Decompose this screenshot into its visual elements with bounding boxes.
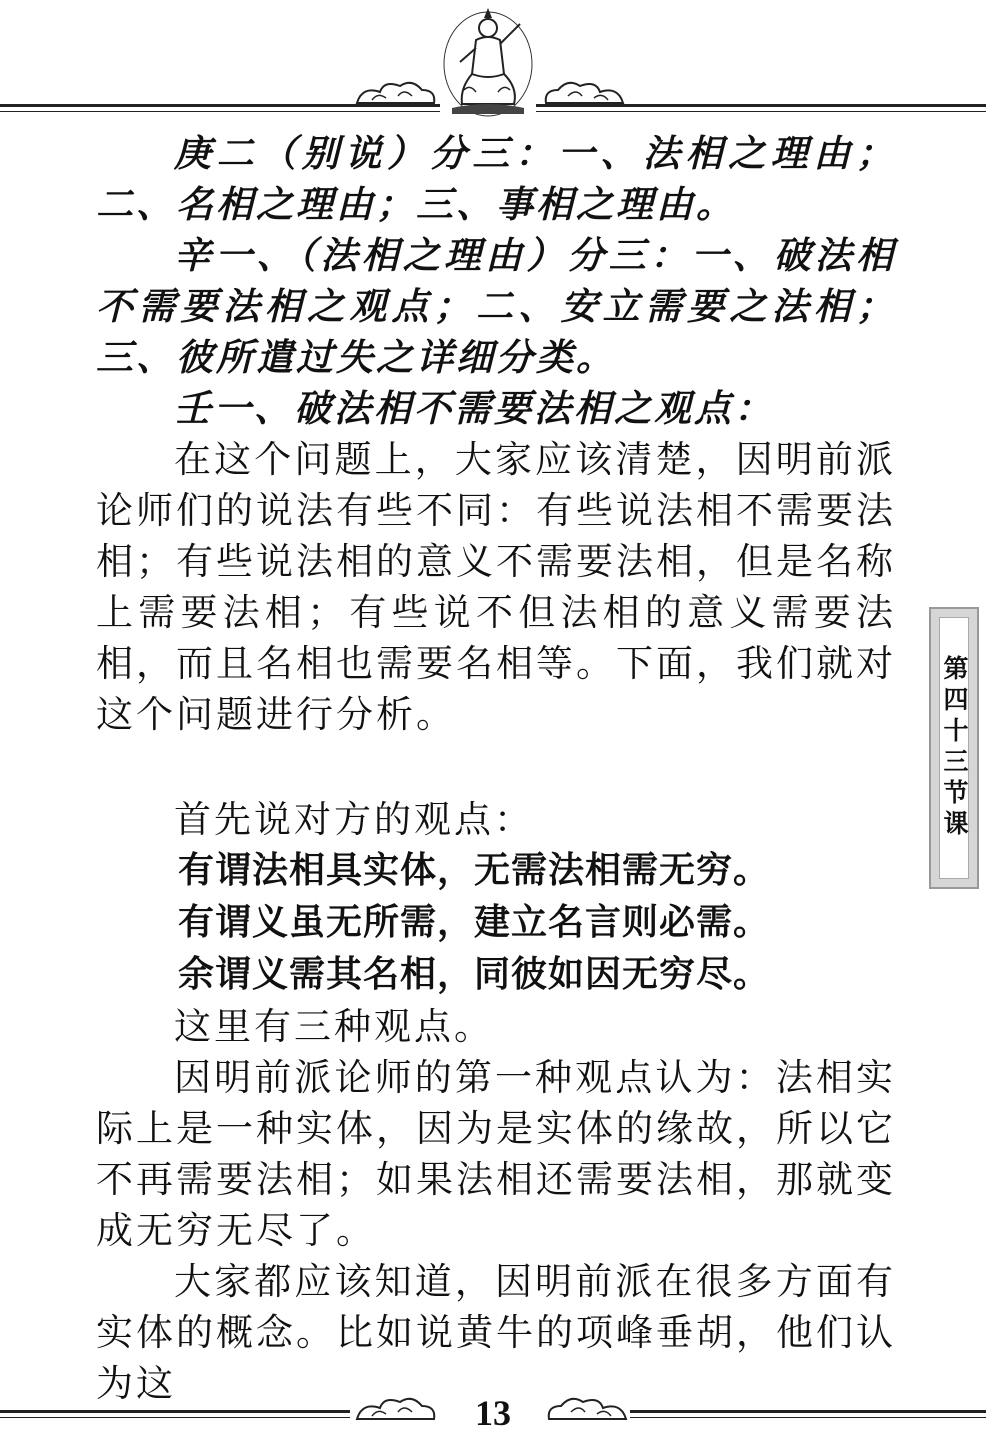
chapter-side-tab	[929, 607, 979, 889]
cloud-ornament-icon	[352, 78, 438, 108]
page-content	[96, 128, 896, 1409]
paragraph-2: 首先说对方的观点：	[174, 798, 534, 841]
paragraph-3: 这里有三种观点。	[174, 1005, 494, 1048]
deity-figure-icon	[440, 4, 536, 118]
paragraph-1: 在这个问题上，大家应该清楚，因明前派论师们的说法有些不同：有些说法相不需要法相；有些说法相的意义不需要法相，但是名称上需要法相；有些说不但法相的意义需要法相，而且名相也需要名相等。下面，我们就对这个问题进行分析。	[96, 438, 896, 736]
chapter-side-tab-inner	[939, 617, 969, 879]
heading-xin1: 辛一、（法相之理由）分三：一、破法相不需要法相之观点；二、安立需要之法相；三、彼所遣过失之详细分类。	[96, 234, 896, 379]
chapter-side-tab-label: 第四十三节课	[940, 655, 969, 841]
header-rule-left-thin	[0, 111, 440, 112]
verse-line-3: 余谓义需其名相，同彼如因无穷尽。	[178, 954, 771, 995]
spacer	[96, 740, 896, 794]
paragraph-4: 因明前派论师的第一种观点认为：法相实际上是一种实体，因为是实体的缘故，所以它不再需要法相；如果法相还需要法相，那就变成无穷无尽了。	[96, 1056, 896, 1252]
verse-line-2: 有谓义虽无所需，建立名言则必需。	[178, 902, 771, 943]
heading-geng2: 庚二（别说）分三：一、法相之理由；二、名相之理由；三、事相之理由。	[96, 132, 896, 226]
verse-line-1: 有谓法相具实体，无需法相需无穷。	[178, 850, 771, 891]
header-rule-right-thin	[536, 111, 986, 112]
page-header	[0, 0, 986, 125]
cloud-ornament-icon	[542, 78, 628, 108]
heading-ren1: 壬一、破法相不需要法相之观点：	[174, 387, 774, 430]
paragraph-5: 大家都应该知道，因明前派在很多方面有实体的概念。比如说黄牛的项峰垂胡，他们认为这	[96, 1260, 896, 1405]
page-number: 13	[475, 1393, 511, 1433]
